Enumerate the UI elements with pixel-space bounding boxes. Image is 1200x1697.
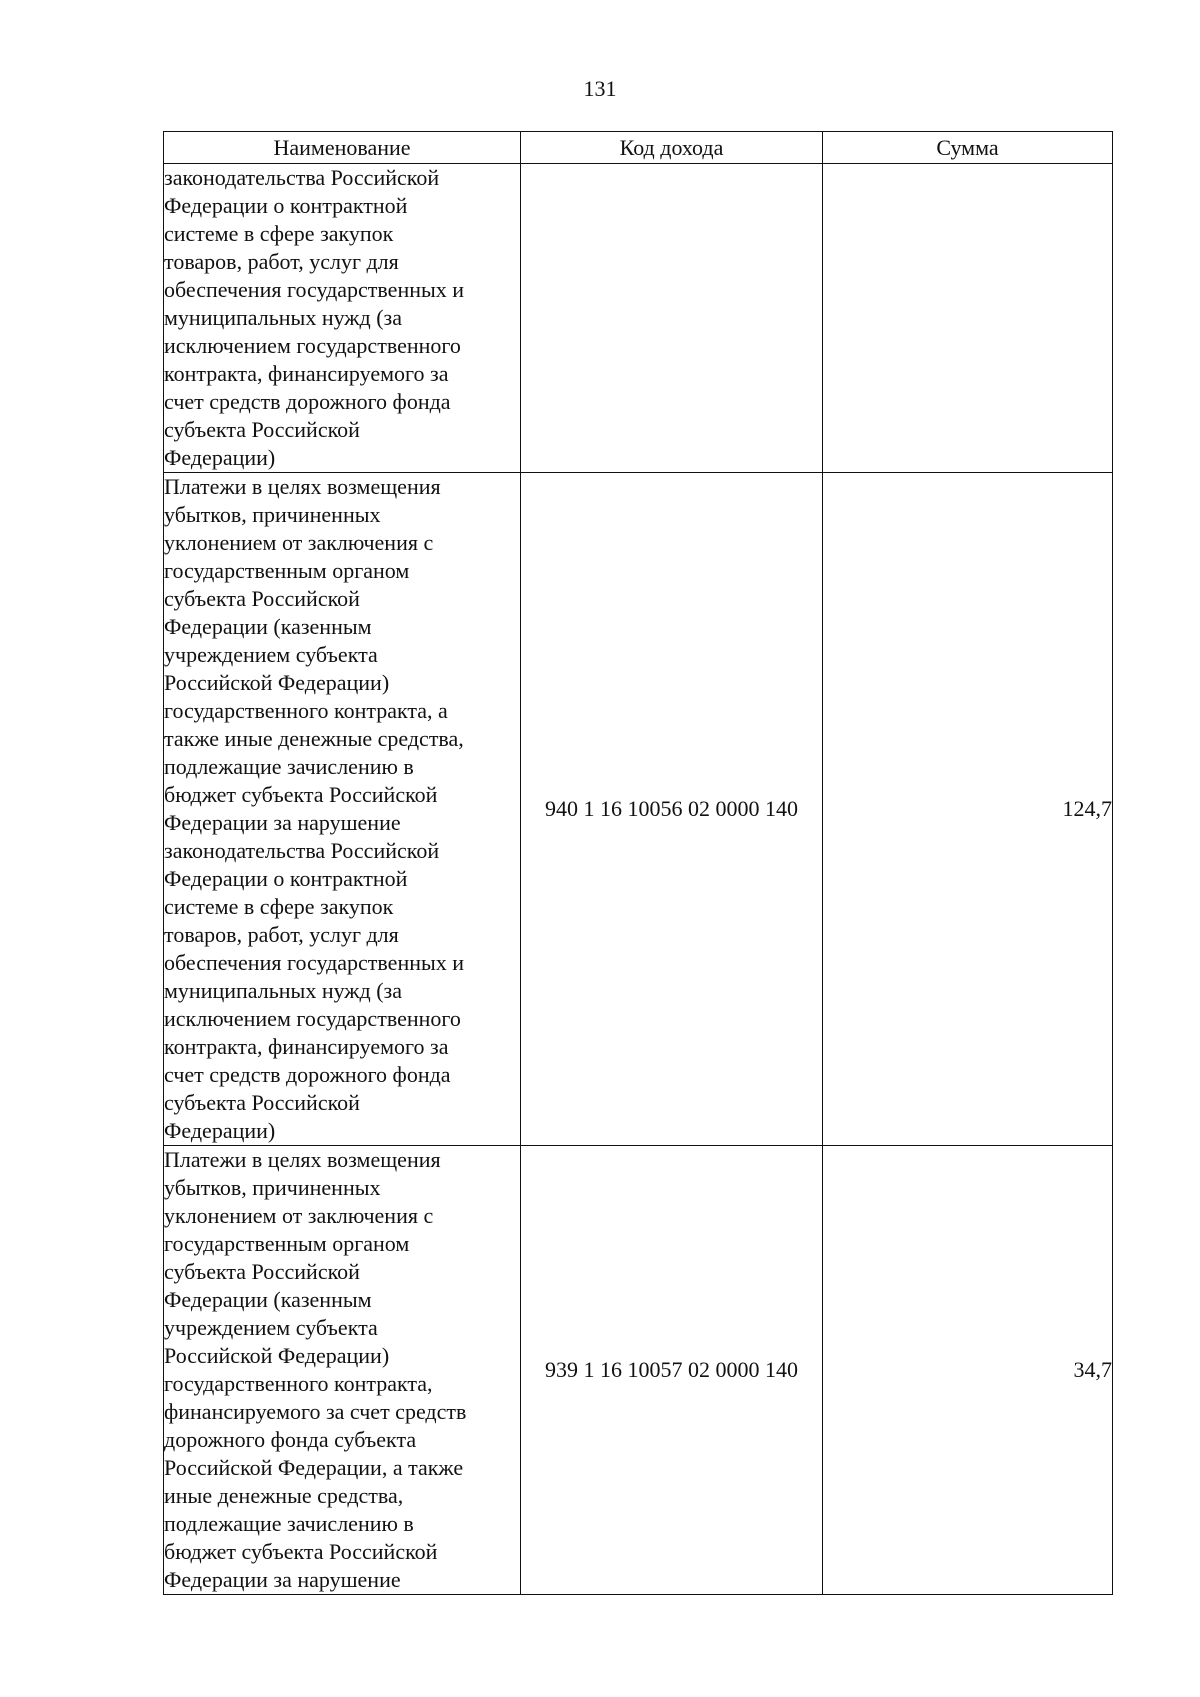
cell-name [164, 1146, 521, 1595]
table-row [164, 473, 1113, 1146]
name-line: обеспечения государственных и [164, 950, 465, 975]
cell-name [164, 473, 521, 1146]
name-line: обеспечения государственных и [164, 277, 465, 302]
name-line: дорожного фонда субъекта [164, 1427, 417, 1452]
name-line: Федерации о контрактной [164, 866, 408, 891]
name-line: Федерации за нарушение [164, 810, 401, 835]
name-line: учреждением субъекта [164, 1315, 378, 1340]
cell-revenue-code: 939 1 16 10057 02 0000 140 [521, 1146, 823, 1595]
table-row [164, 1146, 1113, 1595]
table-row [164, 164, 1113, 473]
name-line: Федерации за нарушение [164, 1567, 401, 1592]
name-line: законодательства Российской [164, 165, 440, 190]
name-line: Федерации (казенным [164, 1287, 372, 1312]
cell-sum [823, 164, 1113, 473]
name-line: государственным органом [164, 1231, 410, 1256]
name-line: подлежащие зачислению в [164, 1511, 414, 1536]
name-line: исключением государственного [164, 1006, 461, 1031]
name-line: уклонением от заключения с [164, 530, 434, 555]
table-body [164, 164, 1113, 1595]
cell-sum: 34,7 [823, 1146, 1113, 1595]
name-line: убытков, причиненных [164, 502, 381, 527]
name-line: государственного контракта, а [164, 698, 448, 723]
name-line: счет средств дорожного фонда [164, 389, 451, 414]
name-line: Российской Федерации) [164, 670, 390, 695]
cell-name [164, 164, 521, 473]
name-line: государственным органом [164, 558, 410, 583]
name-line: субъекта Российской [164, 1090, 360, 1115]
name-line: субъекта Российской [164, 417, 360, 442]
budget-revenue-table [163, 131, 1113, 1595]
name-line: убытков, причиненных [164, 1175, 381, 1200]
name-line: контракта, финансируемого за [164, 1034, 449, 1059]
name-line: бюджет субъекта Российской [164, 782, 438, 807]
name-line: системе в сфере закупок [164, 894, 394, 919]
name-line: финансируемого за счет средств [164, 1399, 467, 1424]
name-line: бюджет субъекта Российской [164, 1539, 438, 1564]
name-line: товаров, работ, услуг для [164, 249, 399, 274]
name-line: иные денежные средства, [164, 1483, 404, 1508]
name-line: товаров, работ, услуг для [164, 922, 399, 947]
name-line: Федерации о контрактной [164, 193, 408, 218]
name-line: Федерации (казенным [164, 614, 372, 639]
cell-sum: 124,7 [823, 473, 1113, 1146]
name-line: законодательства Российской [164, 838, 440, 863]
name-line: контракта, финансируемого за [164, 361, 449, 386]
page-number: 131 [583, 76, 617, 101]
name-line: Платежи в целях возмещения [164, 1147, 441, 1172]
header-name: Наименование [164, 132, 521, 164]
name-line: государственного контракта, [164, 1371, 433, 1396]
name-line: уклонением от заключения с [164, 1203, 434, 1228]
cell-revenue-code: 940 1 16 10056 02 0000 140 [521, 473, 823, 1146]
name-line: субъекта Российской [164, 586, 360, 611]
name-line: системе в сфере закупок [164, 221, 394, 246]
name-line: также иные денежные средства, [164, 726, 464, 751]
name-line: субъекта Российской [164, 1259, 360, 1284]
cell-revenue-code [521, 164, 823, 473]
header-code: Код дохода [521, 132, 823, 164]
name-line: учреждением субъекта [164, 642, 378, 667]
name-line: Федерации) [164, 445, 276, 470]
table-header-row [164, 132, 1113, 164]
name-line: муниципальных нужд (за [164, 978, 402, 1003]
name-line: подлежащие зачислению в [164, 754, 414, 779]
name-line: Российской Федерации, а также [164, 1455, 464, 1480]
name-line: Российской Федерации) [164, 1343, 390, 1368]
header-sum: Сумма [823, 132, 1113, 164]
name-line: исключением государственного [164, 333, 461, 358]
name-line: Платежи в целях возмещения [164, 474, 441, 499]
name-line: муниципальных нужд (за [164, 305, 402, 330]
name-line: Федерации) [164, 1118, 276, 1143]
name-line: счет средств дорожного фонда [164, 1062, 451, 1087]
